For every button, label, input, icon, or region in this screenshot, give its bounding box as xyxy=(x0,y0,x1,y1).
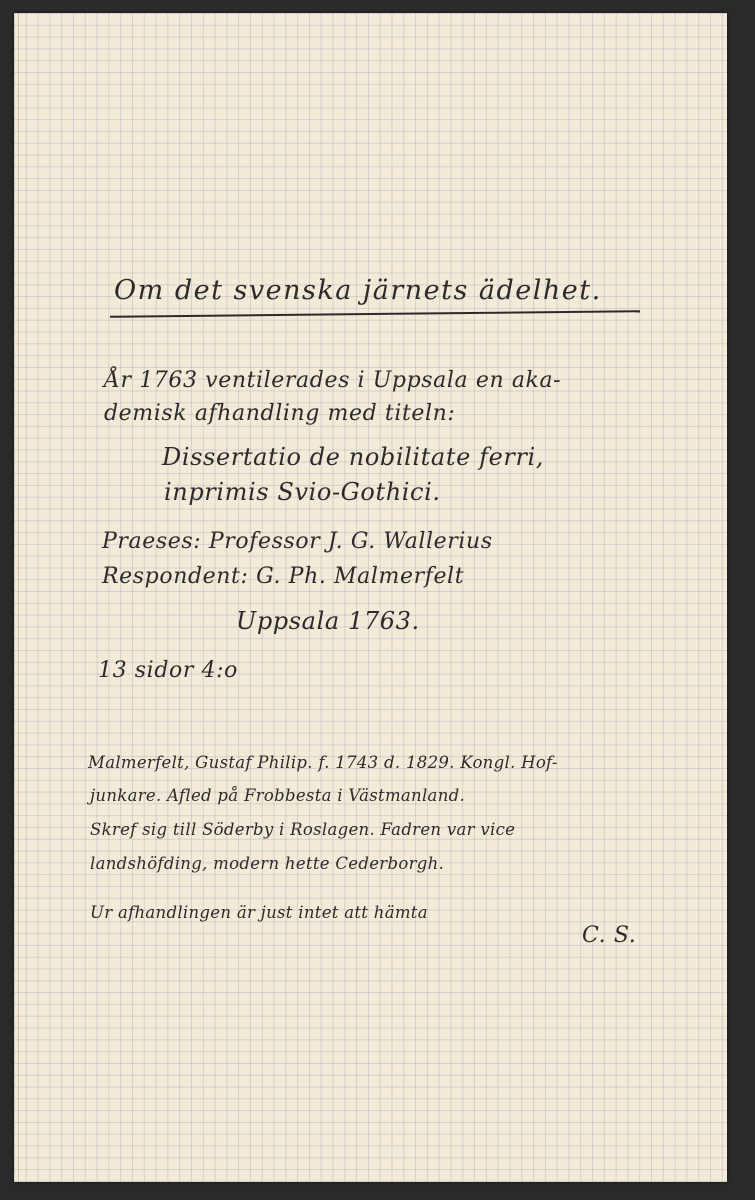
document-title: Om det svenska järnets ädelhet. xyxy=(114,275,602,306)
note-line-5: Ur afhandlingen är just intet att hämta xyxy=(90,903,428,922)
note-line-1: Malmerfelt, Gustaf Philip. f. 1743 d. 1829. Kongl. Hof- xyxy=(88,753,558,772)
page-margin-line xyxy=(18,13,19,1182)
title-underline xyxy=(110,310,640,318)
signature-initials: C. S. xyxy=(582,923,637,948)
note-line-3: Skref sig till Söderby i Roslagen. Fadren var vice xyxy=(90,820,516,839)
praeses-line: Praeses: Professor J. G. Wallerius xyxy=(102,529,493,554)
intro-line-1: År 1763 ventilerades i Uppsala en aka- xyxy=(104,368,562,393)
latin-title-line-1: Dissertatio de nobilitate ferri, xyxy=(162,443,545,471)
note-line-2: junkare. Afled på Frobbesta i Västmanland. xyxy=(90,786,466,805)
latin-title-line-2: inprimis Svio-Gothici. xyxy=(164,478,441,506)
note-line-4: landshöfding, modern hette Cederborgh. xyxy=(90,854,445,873)
manuscript-sheet xyxy=(14,13,727,1182)
page-count: 13 sidor 4:o xyxy=(98,658,239,683)
respondent-line: Respondent: G. Ph. Malmerfelt xyxy=(102,564,465,589)
place-year: Uppsala 1763. xyxy=(236,607,420,635)
intro-line-2: demisk afhandling med titeln: xyxy=(104,401,456,426)
